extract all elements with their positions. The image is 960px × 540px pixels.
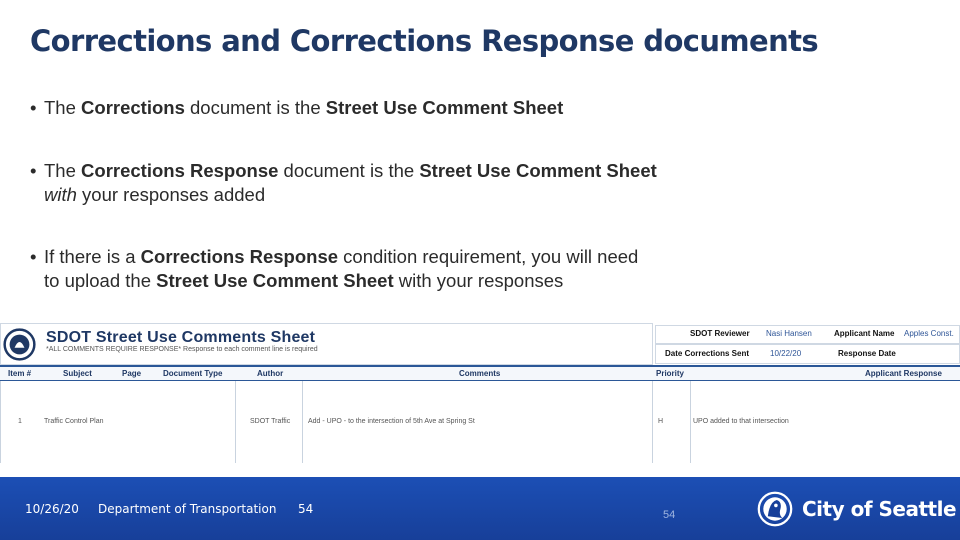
city-of-seattle-logo-icon — [3, 328, 36, 361]
col-applicant-response: Applicant Response — [865, 369, 942, 378]
footer-bar — [0, 477, 960, 540]
row-applicant-response: UPO added to that intersection — [693, 418, 789, 425]
row-comments: Add - UPO - to the intersection of 5th Ave at Spring St — [308, 418, 475, 425]
row-author: SDOT Traffic — [250, 418, 291, 425]
row-priority: H — [658, 418, 664, 425]
city-of-seattle-logo-icon — [757, 491, 793, 527]
applicant-label: Applicant Name — [834, 329, 895, 338]
reviewer-value: Nasi Hansen — [766, 329, 812, 338]
col-author: Author — [257, 369, 284, 378]
col-item: Item # — [8, 369, 32, 378]
date-sent-value: 10/22/20 — [770, 349, 802, 358]
response-date-label: Response Date — [838, 349, 896, 358]
bullet-corrections-response: • The Corrections Response document is the Street Use Comment Sheet with your responses added — [30, 160, 657, 205]
slide-number: 54 — [663, 509, 676, 521]
col-priority: Priority — [656, 369, 685, 378]
footer-page-number: 54 — [298, 502, 314, 516]
city-of-seattle-wordmark: City of Seattle — [802, 497, 957, 521]
footer-department: Department of Transportation — [98, 502, 277, 516]
bullet-upload-requirement: • If there is a Corrections Response condition requirement, you will need to upload the Street Use Comment Sheet with your responses — [30, 246, 639, 291]
row-item: 1 — [18, 418, 22, 425]
col-subject: Subject — [63, 369, 92, 378]
col-document-type: Document Type — [163, 369, 223, 378]
applicant-value: Apples Const. — [904, 329, 954, 338]
col-comments: Comments — [459, 369, 501, 378]
col-page: Page — [122, 369, 142, 378]
row-subject: Traffic Control Plan — [44, 418, 104, 425]
slide-title: Corrections and Corrections Response documents — [30, 24, 819, 58]
reviewer-label: SDOT Reviewer — [690, 329, 750, 338]
bullet-corrections: • The Corrections document is the Street Use Comment Sheet — [30, 97, 564, 118]
sheet-subtitle: *ALL COMMENTS REQUIRE RESPONSE* Response to each comment line is required — [46, 346, 318, 353]
sheet-title: SDOT Street Use Comments Sheet — [46, 329, 316, 346]
date-sent-label: Date Corrections Sent — [665, 349, 750, 358]
footer-date: 10/26/20 — [25, 502, 79, 516]
comment-sheet-screenshot — [0, 323, 960, 475]
